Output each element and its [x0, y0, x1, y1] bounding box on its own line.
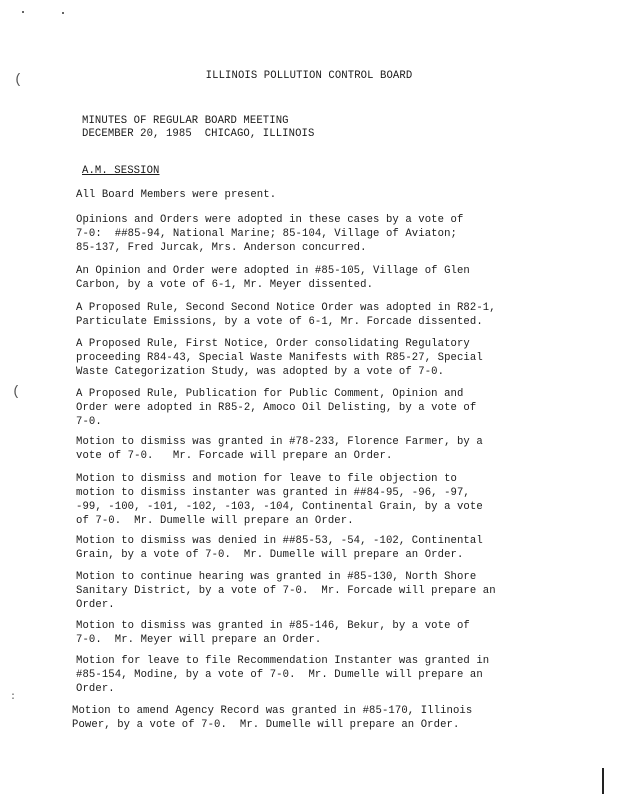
paragraph-line: 7-0: ##85-94, National Marine; 85-104, Village of Aviaton; [76, 228, 457, 240]
scan-mark: ( [14, 72, 23, 88]
paragraph-line: A Proposed Rule, First Notice, Order consolidating Regulatory [76, 338, 470, 350]
paragraph-line: of 7-0. Mr. Dumelle will prepare an Order. [76, 515, 354, 527]
scan-mark: : [10, 692, 17, 703]
paragraph [72, 704, 552, 732]
paragraph [76, 264, 556, 292]
paragraph [76, 387, 556, 429]
paragraph-line: Motion to continue hearing was granted in #85-130, North Shore [76, 571, 477, 583]
minutes-title: MINUTES OF REGULAR BOARD MEETING [82, 115, 289, 127]
paragraph-line: Motion to dismiss was denied in ##85-53, -54, -102, Continental [76, 535, 483, 547]
paragraph [76, 472, 556, 528]
paragraph-line: proceeding R84-43, Special Waste Manifests with R85-27, Special [76, 352, 483, 364]
paragraph-line: Motion to dismiss was granted in #78-233, Florence Farmer, by a [76, 436, 483, 448]
paragraph-line: #85-154, Modine, by a vote of 7-0. Mr. Dumelle will prepare an [76, 669, 483, 681]
paragraph [76, 654, 556, 696]
paragraph-line: vote of 7-0. Mr. Forcade will prepare an Order. [76, 450, 393, 462]
paragraph-line: Particulate Emissions, by a vote of 6-1, Mr. Forcade dissented. [76, 316, 483, 328]
paragraph-line: Carbon, by a vote of 6-1, Mr. Meyer dissented. [76, 279, 374, 291]
paragraph-line: Sanitary District, by a vote of 7-0. Mr. Forcade will prepare an [76, 585, 496, 597]
paragraph-line: An Opinion and Order were adopted in #85-105, Village of Glen [76, 265, 470, 277]
paragraph-line: All Board Members were present. [76, 189, 277, 201]
paragraph-line: Order. [76, 683, 115, 695]
scan-speck [22, 11, 24, 13]
paragraph-line: Order. [76, 599, 115, 611]
document-header: ILLINOIS POLLUTION CONTROL BOARD [205, 70, 413, 82]
paragraph-line: Order were adopted in R85-2, Amoco Oil Delisting, by a vote of [76, 402, 477, 414]
paragraph-line: Power, by a vote of 7-0. Mr. Dumelle will prepare an Order. [72, 719, 460, 731]
paragraph-line: A Proposed Rule, Second Second Notice Order was adopted in R82-1, [76, 302, 496, 314]
paragraph [76, 619, 556, 647]
paragraph-line: Waste Categorization Study, was adopted by a vote of 7-0. [76, 366, 445, 378]
paragraph-line: 85-137, Fred Jurcak, Mrs. Anderson concurred. [76, 242, 367, 254]
paragraph [76, 301, 556, 329]
paragraph [76, 534, 556, 562]
paragraph [76, 213, 556, 255]
paragraph-line: Motion to dismiss was granted in #85-146, Bekur, by a vote of [76, 620, 470, 632]
paragraph-line: Grain, by a vote of 7-0. Mr. Dumelle will prepare an Order. [76, 549, 464, 561]
paragraph-line: 7-0. Mr. Meyer will prepare an Order. [76, 634, 322, 646]
paragraph [76, 570, 556, 612]
paragraph [76, 188, 556, 202]
paragraph [76, 435, 556, 463]
paragraph-line: Motion to dismiss and motion for leave to file objection to [76, 473, 457, 485]
paragraph-line: -99, -100, -101, -102, -103, -104, Continental Grain, by a vote [76, 501, 483, 513]
paragraph-line: A Proposed Rule, Publication for Public Comment, Opinion and [76, 388, 464, 400]
paragraph-line: Opinions and Orders were adopted in these cases by a vote of [76, 214, 464, 226]
scan-mark: ( [12, 384, 21, 400]
paragraph-line: motion to dismiss instanter was granted in ##84-95, -96, -97, [76, 487, 470, 499]
paragraph-line: 7-0. [76, 416, 102, 428]
minutes-date: DECEMBER 20, 1985 CHICAGO, ILLINOIS [82, 128, 315, 140]
scan-edge-mark [602, 768, 604, 794]
paragraph-line: Motion to amend Agency Record was granted in #85-170, Illinois [72, 705, 473, 717]
scan-speck [62, 12, 64, 14]
paragraph [76, 337, 556, 379]
paragraph-line: Motion for leave to file Recommendation Instanter was granted in [76, 655, 490, 667]
section-heading: A.M. SESSION [82, 165, 160, 177]
